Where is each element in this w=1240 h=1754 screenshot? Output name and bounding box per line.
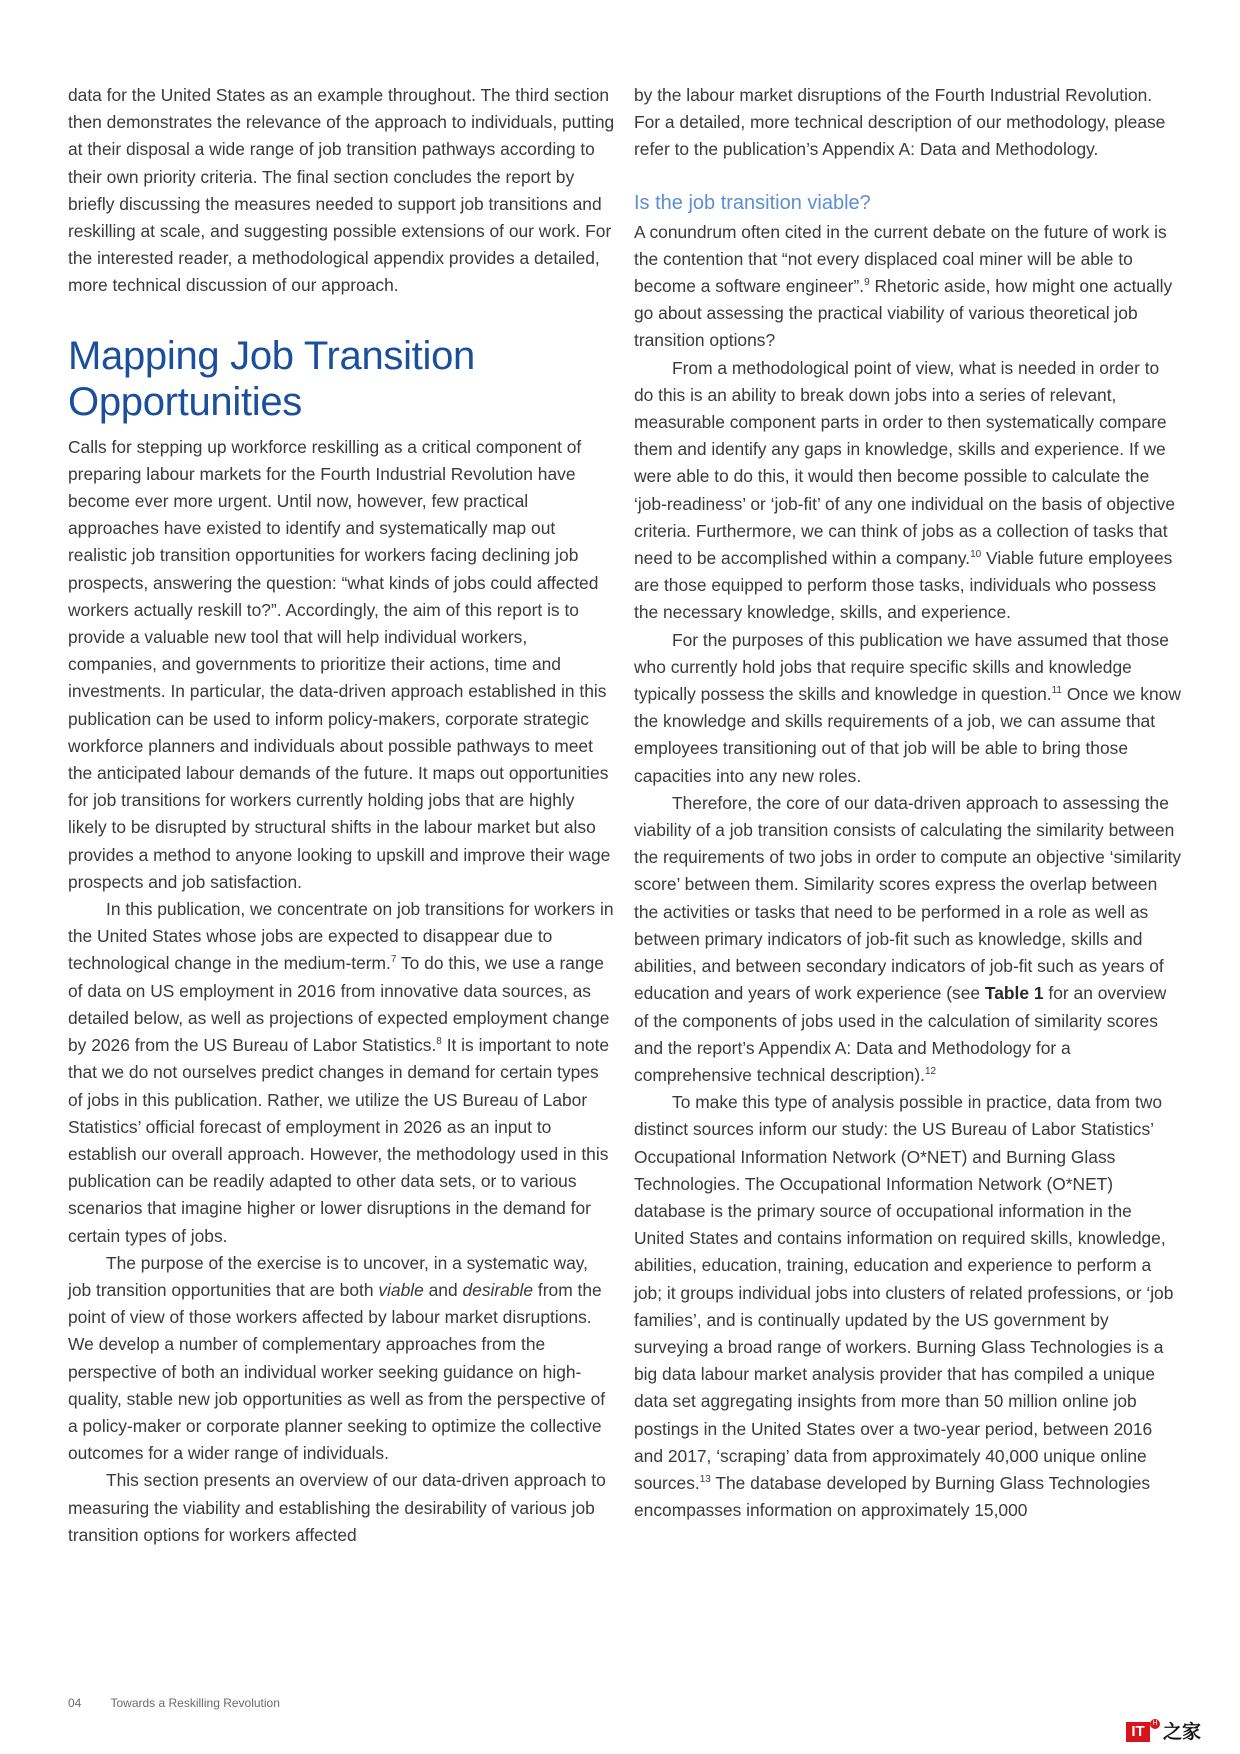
- left-column: [68, 82, 616, 1549]
- footnote-ref: 8: [436, 1036, 442, 1048]
- logo-mark-icon: H: [1150, 1719, 1160, 1729]
- paragraph-purpose: The purpose of the exercise is to uncover, in a systematic way, job transition opportunities that are both viable and desirable from the point of view of those workers affected by labour market disruptions. We develop a number of complementary approaches from the perspective of both an individual worker seeking guidance on high-quality, stable new job opportunities as well as from the perspective of a policy-maker or corporate planner seeking to optimize the collective outcomes for a wider range of individuals.: [68, 1252, 606, 1464]
- section-heading: Mapping Job Transition Opportunities: [68, 333, 475, 424]
- paragraph-similarity-scores: Therefore, the core of our data-driven approach to assessing the viability of a job transition consists of calculating the similarity between the requirements of two jobs in order to compute an objective ‘similarity score’ between them. Similarity scores express the overlap between the activities or tasks that need to be performed in a role as well as between primary indicators of job-fit such as knowledge, skills and abilities, and between secondary indicators of job-fit such as years of education and years of work experience (see Table 1 for an overview of the components of jobs used in the calculation of similarity scores and the report’s Appendix A: Data and Methodology for a comprehensive technical description).$^{12}$: [634, 792, 1182, 1085]
- footnote-ref: 11: [1051, 685, 1062, 697]
- paragraph-data-sources: To make this type of analysis possible in practice, data from two distinct sources inform our study: the US Bureau of Labor Statistics’ Occupational Information Network (O*NET) and Burning Glass Technologies. The Occupational Information Network (O*NET) database is the primary source of occupational information in the United States and contains information on required skills, knowledge, abilities, education, training, education and experience to perform a job; it groups individual jobs into clusters of related professions, or ‘job families’, and is continually updated by the US government by surveying a broad range of workers. Burning Glass Technologies is a big data labour market analysis provider that has compiled a unique data set aggregating insights from more than 50 million online job postings in the United States over a two-year period, between 2016 and 2017, ‘scraping’ data from approximately 40,000 unique online sources.$^{13}$ The database developed by Burning Glass Technologies encompasses information on approximately 15,000: [634, 1092, 1174, 1521]
- footnote-ref: 9: [864, 277, 870, 289]
- paragraph-assumption: For the purposes of this publication we have assumed that those who currently hold jobs that require specific skills and knowledge typically possess the skills and knowledge in question.$^{11}$ Once we know the knowledge and skills requirements of a job, we can assume that employees transitioning out of that job will be able to bring those capacities into any new roles.: [634, 629, 1181, 786]
- logo-box: IT: [1126, 1722, 1150, 1742]
- right-column: [634, 82, 1182, 1524]
- paragraph-conundrum: A conundrum often cited in the current debate on the future of work is the contention that “not every displaced coal miner will be able to become a software engineer”.$^9$ Rhetoric aside, how might one actually go about assessing the practical viability of various theoretical job transition options?: [634, 221, 1173, 351]
- footnote-ref: 13: [699, 1474, 711, 1486]
- paragraph-section-overview: This section presents an overview of our data-driven approach to measuring the viability and establishing the desirability of various job transition options for workers affected: [68, 1470, 606, 1545]
- paragraph-continuation: by the labour market disruptions of the Fourth Industrial Revolution. For a detailed, more technical description of our methodology, please refer to the publication’s Appendix A: Data and Methodology.: [634, 85, 1166, 160]
- footnote-ref: 12: [924, 1066, 937, 1078]
- paragraph-methodological: From a methodological point of view, what is needed in order to do this is an ability to break down jobs into a series of relevant, measurable component parts in order to then systematically compare them and identify any gaps in knowledge, skills and experience. If we were able to do this, it would then become possible to calculate the ‘job-readiness’ or ‘job-fit’ of any one individual on the basis of objective criteria. Furthermore, we can think of jobs as a collection of tasks that need to be accomplished within a company.$^{10}$ Viable future employees are those equipped to perform those tasks, individuals who possess the necessary knowledge, skills, and experience.: [634, 357, 1176, 623]
- footnote-ref: 7: [390, 954, 397, 966]
- page-number: 04: [68, 1696, 82, 1710]
- logo-text: 之家: [1163, 1721, 1202, 1743]
- table-reference: Table 1: [984, 983, 1044, 1004]
- paragraph-us-job-transitions: In this publication, we concentrate on job transitions for workers in the United States whose jobs are expected to disappear due to technological change in the medium-term.$^7$ To do this, we use a range of data on US employment in 2016 from innovative data sources, as detailed below, as well as projections of expected employment change by 2026 from the US Bureau of Labor Statistics.$^8$ It is important to note that we do not ourselves predict changes in demand for certain types of jobs in this publication. Rather, we utilize the US Bureau of Labor Statistics’ official forecast of employment in 2026 as an input to establish our overall approach. However, the methodology used in this publication can be readily adapted to other data sets, or to various scenarios that imagine higher or lower disruptions in the demand for certain types of jobs.: [68, 899, 614, 1246]
- footnote-ref: 10: [970, 549, 982, 561]
- watermark-logo: [1126, 1719, 1210, 1745]
- subheading-viable: Is the job transition viable?: [634, 191, 871, 214]
- paragraph-calls-for-reskilling: Calls for stepping up workforce reskilling as a critical component of preparing labour markets for the Fourth Industrial Revolution have become ever more urgent. Until now, however, few practical approaches have existed to identify and systematically map out realistic job transition opportunities for workers facing declining job prospects, answering the question: “what kinds of jobs could affected workers actually reskill to?”. Accordingly, the aim of this report is to provide a valuable new tool that will help individual workers, companies, and governments to prioritize their actions, time and investments. In particular, the data-driven approach established in this publication can be used to inform policy-makers, corporate strategic workforce planners and individuals about possible pathways to meet the anticipated labour demands of the future. It maps out opportunities for job transitions for workers currently holding jobs that are highly likely to be disrupted by structural shifts in the labour market but also provides a method to anyone looking to upskill and improve their wage prospects and job satisfaction.: [68, 436, 611, 892]
- page-footer: [68, 1696, 280, 1710]
- intro-paragraph: data for the United States as an example throughout. The third section then demonstrates the relevance of the approach to individuals, putting at their disposal a wide range of job transition pathways according to their own priority criteria. The final section concludes the report by briefly discussing the measures needed to support job transitions and reskilling at scale, and suggesting possible extensions of our work. For the interested reader, a methodological appendix provides a detailed, more technical discussion of our approach.: [68, 85, 615, 296]
- publication-title: Towards a Reskilling Revolution: [110, 1696, 280, 1710]
